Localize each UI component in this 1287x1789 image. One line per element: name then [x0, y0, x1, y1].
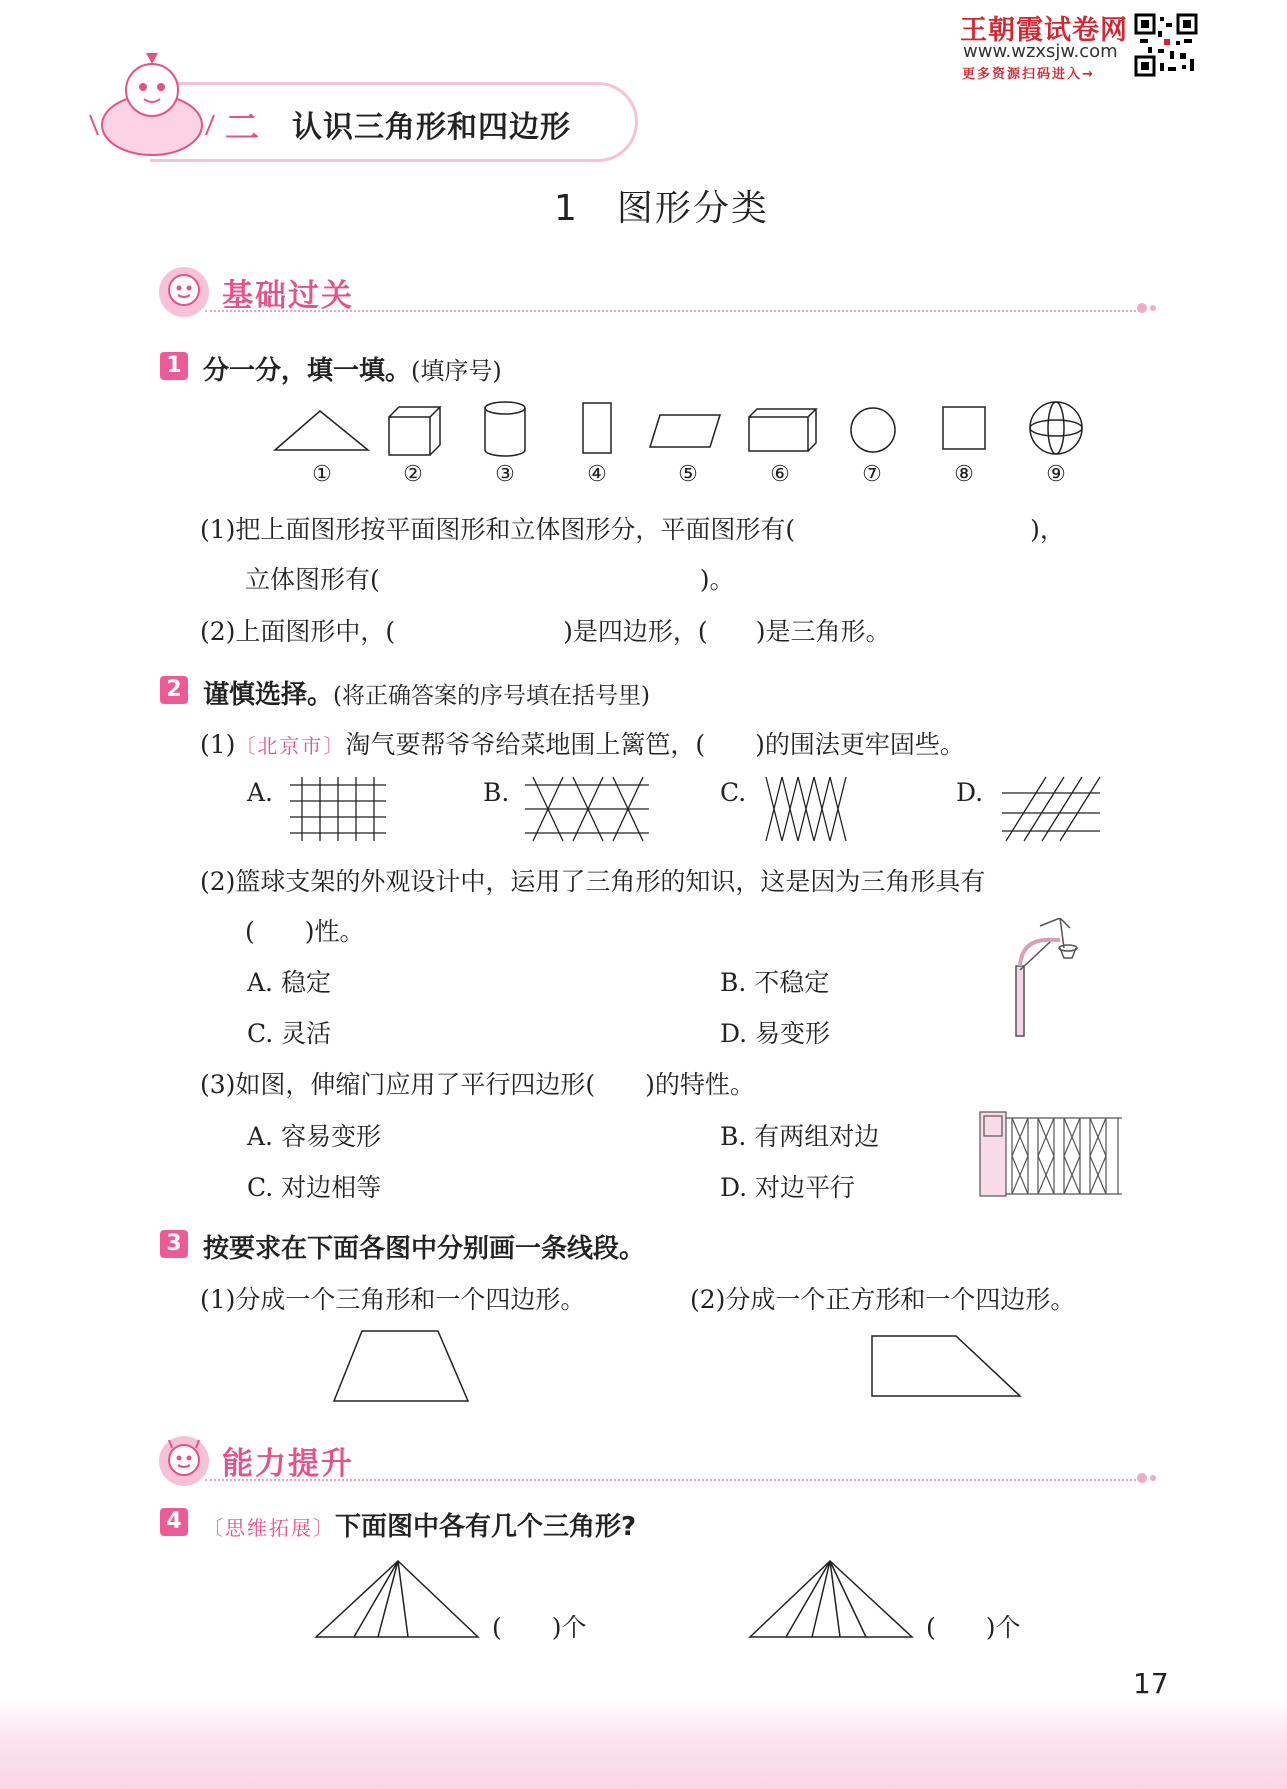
scan-hint: 更多资源扫码进入→: [962, 67, 1095, 82]
q2-sub3-option-c[interactable]: C. 对边相等: [247, 1173, 382, 1202]
q1-part1-text: [200, 510, 1065, 546]
q2-sub1-option-c[interactable]: C.: [720, 778, 747, 807]
q1-part1-text2: [245, 560, 735, 596]
q1-part1-d: )。: [699, 565, 735, 594]
q2-sub2-option-c[interactable]: C. 灵活: [247, 1019, 332, 1048]
section-advanced-icon: [157, 1434, 211, 1488]
q2-sub3-option-a[interactable]: A. 容易变形: [247, 1122, 381, 1151]
q1-part2-c: )是三角形。: [755, 617, 891, 646]
q2-sub1: [200, 725, 965, 761]
q2-title-text: 谨慎选择。: [203, 680, 334, 710]
section-advanced-title: 能力提升: [222, 1446, 354, 1482]
basketball-stand-image: [1010, 918, 1090, 1038]
triangle-figure-1: [312, 1557, 482, 1641]
q2-sub2-option-b[interactable]: B. 不稳定: [720, 968, 830, 997]
q2-sub1-text: 淘气要帮爷爷给菜地围上篱笆，( )的围法更牢固些。: [345, 730, 965, 759]
q2-sub3-option-b[interactable]: B. 有两组对边: [720, 1122, 880, 1151]
q2-sub1-option-a[interactable]: A.: [247, 778, 274, 807]
right-trapezoid-figure[interactable]: [868, 1332, 1024, 1400]
q1-title-text: 分一分，填一填。: [203, 356, 412, 386]
page-number: 17: [1133, 1667, 1169, 1700]
q2-number: 2: [160, 676, 188, 704]
q1-number: 1: [160, 352, 188, 380]
divider-dots-2: [1136, 1470, 1160, 1486]
q4-number: 4: [160, 1508, 188, 1536]
q2-sub3-text: (3)如图，伸缩门应用了平行四边形( )的特性。: [200, 1070, 755, 1099]
lesson-title: 1 图形分类: [554, 188, 769, 229]
q2-sub1-region-tag: 〔北京市〕: [235, 734, 346, 758]
unit-title: 认识三角形和四边形: [292, 110, 571, 145]
q1-part2-a: (2)上面图形中，(: [200, 617, 396, 646]
footer-band: [0, 1700, 1287, 1789]
unit-number: 二: [225, 108, 259, 148]
mascot-illustration: [80, 45, 230, 165]
q1-title: [203, 350, 502, 387]
shape-label-4: ④: [587, 462, 607, 487]
fence-slanted-d: [1002, 775, 1102, 843]
q3-sub1-text: (1)分成一个三角形和一个四边形。: [200, 1285, 586, 1314]
shape-label-2: ②: [403, 462, 423, 487]
shape-label-9: ⑨: [1046, 462, 1066, 487]
q4-title: [203, 1506, 636, 1543]
shape-label-7: ⑦: [862, 462, 882, 487]
q2-sub1-option-b[interactable]: B.: [483, 778, 510, 807]
shape-label-8: ⑧: [954, 462, 974, 487]
q4-tag: 〔思维拓展〕: [203, 1516, 335, 1540]
q4-answer-2[interactable]: ( )个: [926, 1613, 1021, 1642]
fence-crossed-c: [762, 775, 852, 843]
q1-title-note: (填序号): [411, 357, 502, 385]
q1-part2-b: )是四边形，(: [563, 617, 708, 646]
q1-part2-text: [200, 612, 890, 648]
brand-name: 王朝霞试卷网: [960, 15, 1128, 46]
shape-label-1: ①: [312, 462, 332, 487]
section-basic-title: 基础过关: [222, 278, 354, 314]
q2-sub1-prefix: (1): [200, 730, 236, 759]
q4-title-text: 下面图中各有几个三角形?: [335, 1512, 637, 1542]
section-basic-divider: [205, 310, 1140, 312]
q2-sub2-text2: ( )性。: [245, 917, 365, 946]
trapezoid-figure[interactable]: [330, 1327, 472, 1405]
q2-sub2-option-d[interactable]: D. 易变形: [720, 1019, 831, 1048]
q2-sub2-text: (2)篮球支架的外观设计中，运用了三角形的知识，这是因为三角形具有: [200, 867, 986, 896]
q2-title: [203, 674, 650, 711]
fence-grid-a: [290, 775, 390, 843]
q2-sub3-option-d[interactable]: D. 对边平行: [720, 1173, 856, 1202]
q1-shapes: [270, 395, 1090, 465]
q3-title: 按要求在下面各图中分别画一条线段。: [203, 1234, 646, 1264]
section-icon: [157, 265, 211, 319]
q2-sub2-option-a[interactable]: A. 稳定: [247, 968, 331, 997]
q2-title-note: (将正确答案的序号填在括号里): [333, 683, 650, 709]
shape-label-3: ③: [495, 462, 515, 487]
retractable-gate-image: [978, 1108, 1124, 1200]
q1-part1-c: 立体图形有(: [245, 565, 380, 594]
brand-website[interactable]: www.wzxsjw.com: [963, 41, 1118, 62]
q3-sub2-text: (2)分成一个正方形和一个四边形。: [690, 1285, 1076, 1314]
q1-part1-a: (1)把上面图形按平面图形和立体图形分，平面图形有(: [200, 515, 796, 544]
divider-dots: [1136, 300, 1160, 316]
shape-label-6: ⑥: [770, 462, 790, 487]
q2-sub1-option-d[interactable]: D.: [956, 778, 984, 807]
shape-label-5: ⑤: [678, 462, 698, 487]
qr-code-icon[interactable]: [1134, 13, 1198, 77]
q4-answer-1[interactable]: ( )个: [492, 1613, 587, 1642]
q3-number: 3: [160, 1230, 188, 1258]
triangle-figure-2: [746, 1557, 916, 1641]
fence-triangles-b: [525, 775, 650, 843]
section-advanced-divider: [205, 1479, 1140, 1481]
q1-part1-b: )，: [1030, 515, 1065, 544]
